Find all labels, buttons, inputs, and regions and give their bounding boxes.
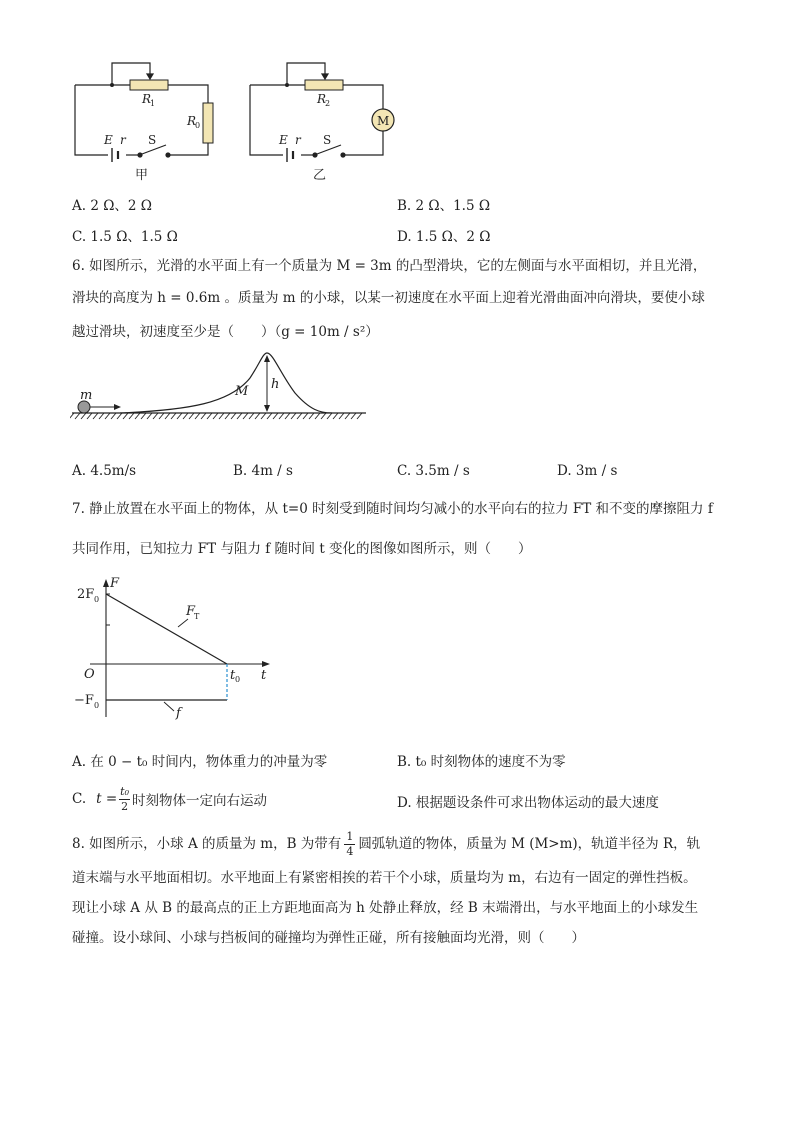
circuit-diagram-jia [60,55,230,185]
svg-text:2: 2 [325,99,331,108]
q7-option-b[interactable]: B. t₀ 时刻物体的速度不为零 [397,754,566,770]
q5-option-a[interactable]: A. 2 Ω、2 Ω [72,198,152,214]
q6-line-2: 滑块的高度为 h = 0.6m 。质量为 m 的小球，以某一初速度在水平面上迎着光滑曲面冲向滑块，要使小球 [72,290,705,306]
q8-line-4: 碰撞。设小球间、小球与挡板间的碰撞均为弹性正碰，所有接触面均光滑，则（ ） [72,930,585,946]
q7-option-c[interactable]: C. t = $\frac{\text{t₀}}{2}$ 时刻物体一定向右运动 [72,784,268,813]
q6-line-3: 越过滑块，初速度至少是（ ）（g = 10m / s²） [72,324,379,340]
svg-text:0: 0 [94,595,100,604]
label-motor: M [377,114,390,128]
label-s: S [323,133,332,147]
svg-text:0: 0 [94,701,100,710]
label-e: E [279,133,288,147]
caption-jia: 甲 [135,168,149,183]
tick-2F0: 2F [77,587,95,602]
force-time-graph [70,575,280,725]
label-FT: F [186,604,196,619]
slider-block-figure [70,348,370,428]
q6-option-c[interactable]: C. 3.5m / s [397,463,470,479]
label-r0: R [187,114,197,128]
label-r1: R [142,92,152,106]
q6-option-d[interactable]: D. 3m / s [557,463,618,479]
q7-option-a[interactable]: A. 在 0 − t₀ 时间内，物体重力的冲量为零 [72,754,328,770]
svg-text:0: 0 [195,121,201,130]
svg-text:0: 0 [235,675,241,684]
q8-line-2: 道末端与水平地面相切。水平地面上有紧密相挨的若干个小球，质量均为 m，右边有一固定的弹性挡板。 [72,870,697,886]
svg-text:1: 1 [150,99,156,108]
label-r: r [120,133,126,147]
label-s: S [148,133,157,147]
label-m: m [80,388,93,403]
q6-line-1: 6. 如图所示，光滑的水平面上有一个质量为 M = 3m 的凸型滑块，它的左侧面与水平面相切，并且光滑， [72,258,707,274]
label-f: f [176,706,181,721]
q7-line-2: 共同作用，已知拉力 FT 与阻力 f 随时间 t 变化的图像如图所示，则（ ） [72,541,532,557]
label-r: r [295,133,301,147]
tick-neg-F0: −F [74,693,94,708]
q7-option-d[interactable]: D. 根据题设条件可求出物体运动的最大速度 [397,795,659,811]
caption-yi: 乙 [313,168,327,183]
q8-line-3: 现让小球 A 从 B 的最高点的正上方距地面高为 h 处静止释放，经 B 末端滑出，与水平地面上的小球发生 [72,900,699,916]
q5-option-d[interactable]: D. 1.5 Ω、2 Ω [397,229,491,245]
label-e: E [104,133,113,147]
label-h: h [271,377,280,392]
axis-label-t: t [261,668,267,683]
origin-label: O [84,667,95,682]
q5-option-c[interactable]: C. 1.5 Ω、1.5 Ω [72,229,178,245]
circuit-diagram-yi [235,55,405,185]
axis-label-F: F [110,576,120,591]
q6-option-a[interactable]: A. 4.5m/s [72,463,137,479]
svg-text:T: T [194,612,200,621]
q8-line-1: 8. 如图所示，小球 A 的质量为 m，B 为带有 1 4 圆弧轨道的物体，质量为 M (M>m)，轨道半径为 R，轨 [72,829,701,858]
label-M: M [235,384,249,399]
q6-option-b[interactable]: B. 4m / s [233,463,293,479]
tick-t0: t [230,668,236,683]
q7-line-1: 7. 静止放置在水平面上的物体，从 t=0 时刻受到随时间均匀减小的水平向右的拉力 FT 和不变的摩擦阻力 f [72,501,713,517]
label-r2: R [317,92,327,106]
q5-option-b[interactable]: B. 2 Ω、1.5 Ω [397,198,491,214]
